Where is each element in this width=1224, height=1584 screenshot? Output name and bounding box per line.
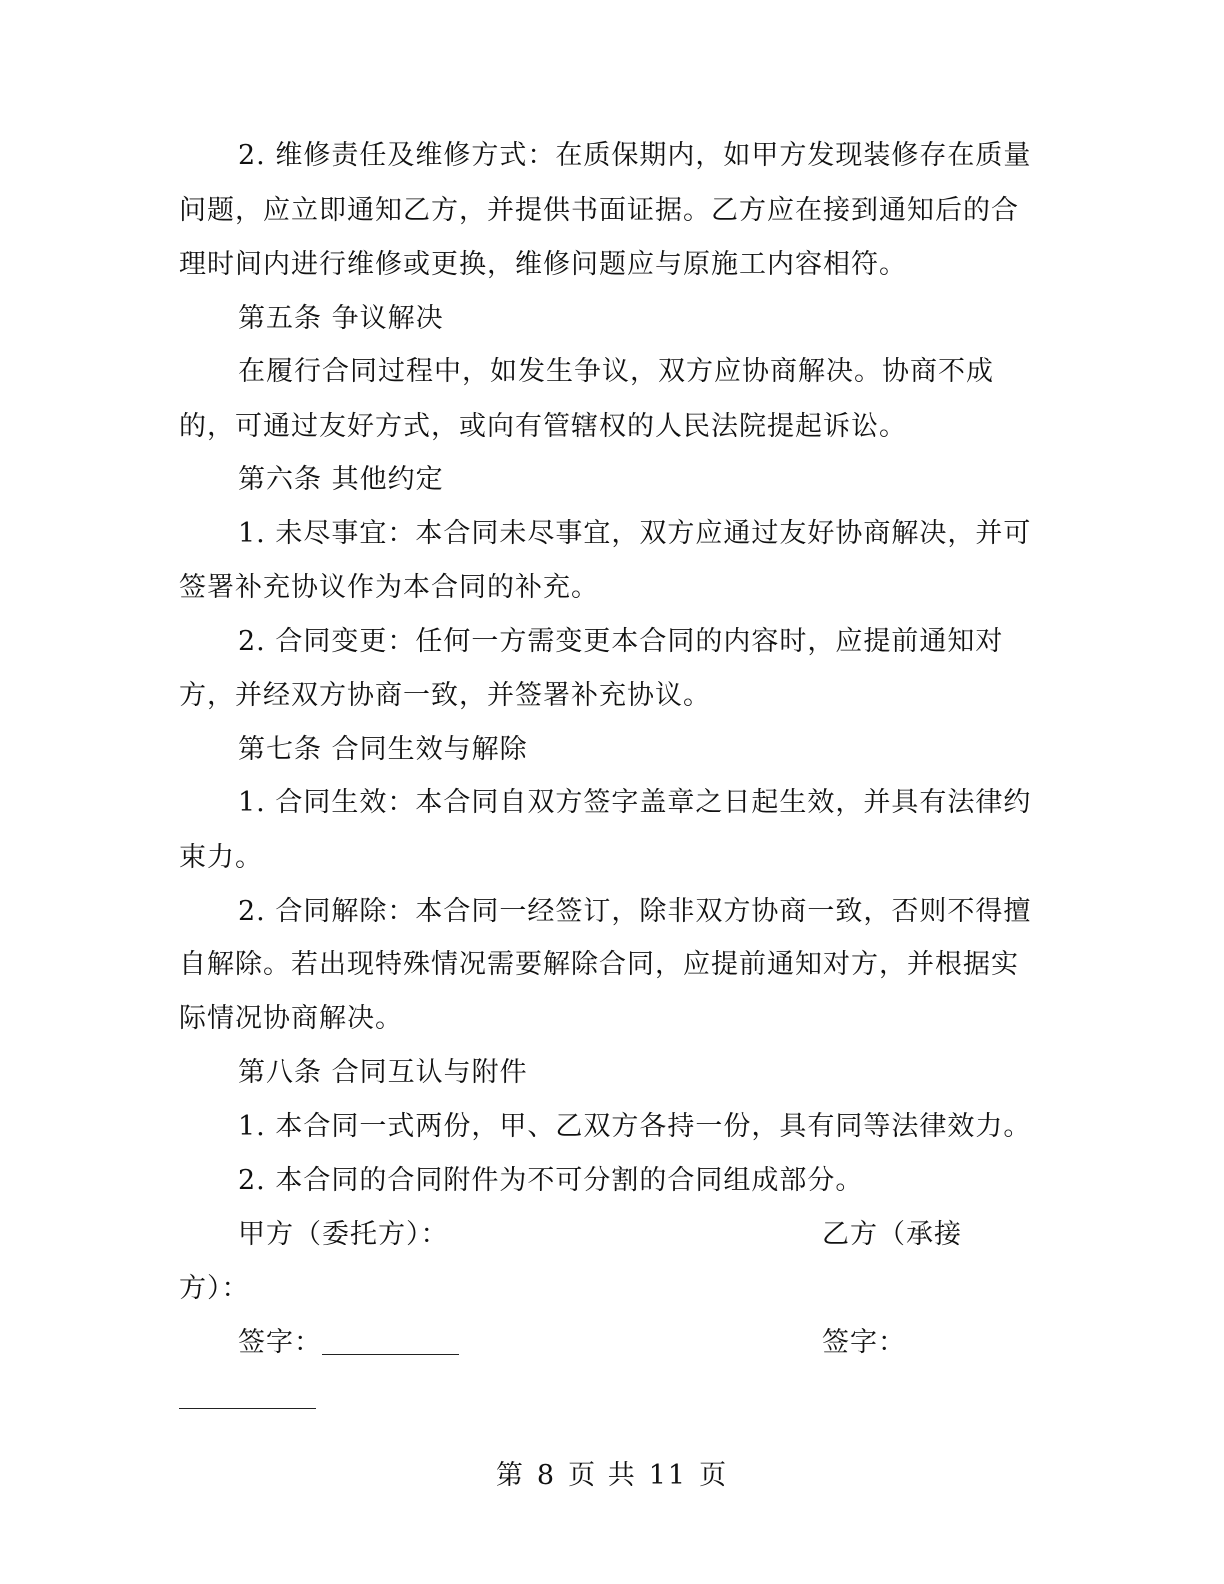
party-a-sign-label: 签字： [238,1327,322,1358]
paragraph-line: 1. 未尽事宜：本合同未尽事宜，双方应通过友好协商解决，并可 [238,518,1032,549]
paragraph-line: 问题，应立即通知乙方，并提供书面证据。乙方应在接到通知后的合 [179,195,1019,226]
page-total: 11 [648,1460,688,1491]
section-heading: 第六条 其他约定 [238,464,444,495]
party-a-signature-blank [322,1354,459,1355]
section-heading: 第七条 合同生效与解除 [238,734,528,765]
paragraph-line: 2. 本合同的合同附件为不可分割的合同组成部分。 [238,1165,864,1196]
paragraph-line: 方，并经双方协商一致，并签署补充协议。 [179,680,711,711]
paragraph-line: 自解除。若出现特殊情况需要解除合同，应提前通知对方，并根据实 [179,949,1019,980]
paragraph-line: 理时间内进行维修或更换，维修问题应与原施工内容相符。 [179,249,907,280]
page-middle: 页 共 [568,1460,637,1491]
paragraph-line: 束力。 [179,842,263,873]
page-number-footer [0,1456,1224,1496]
paragraph-line: 1. 本合同一式两份，甲、乙双方各持一份，具有同等法律效力。 [238,1111,1032,1142]
party-b-signature-blank [179,1408,316,1409]
paragraph-line: 签署补充协议作为本合同的补充。 [179,572,599,603]
page-prefix: 第 [495,1460,525,1491]
paragraph-line: 2. 合同解除：本合同一经签订，除非双方协商一致，否则不得擅 [238,896,1032,927]
paragraph-line: 的，可通过友好方式，或向有管辖权的人民法院提起诉讼。 [179,411,907,442]
party-a-label: 甲方（委托方）： [238,1219,449,1250]
page-suffix: 页 [699,1460,729,1491]
party-b-label-continued: 方）： [179,1273,250,1304]
paragraph-line: 2. 合同变更：任何一方需变更本合同的内容时，应提前通知对 [238,626,1004,657]
page-current: 8 [536,1460,557,1491]
paragraph-line: 1. 合同生效：本合同自双方签字盖章之日起生效，并具有法律约 [238,787,1032,818]
party-b-label: 乙方（承接 [822,1219,962,1250]
section-heading: 第五条 争议解决 [238,303,444,334]
section-heading: 第八条 合同互认与附件 [238,1057,528,1088]
paragraph-line: 际情况协商解决。 [179,1003,403,1034]
paragraph-line: 在履行合同过程中，如发生争议，双方应协商解决。协商不成 [238,356,994,387]
party-b-sign-label: 签字： [822,1327,906,1358]
paragraph-line: 2. 维修责任及维修方式：在质保期内，如甲方发现装修存在质量 [238,140,1032,171]
